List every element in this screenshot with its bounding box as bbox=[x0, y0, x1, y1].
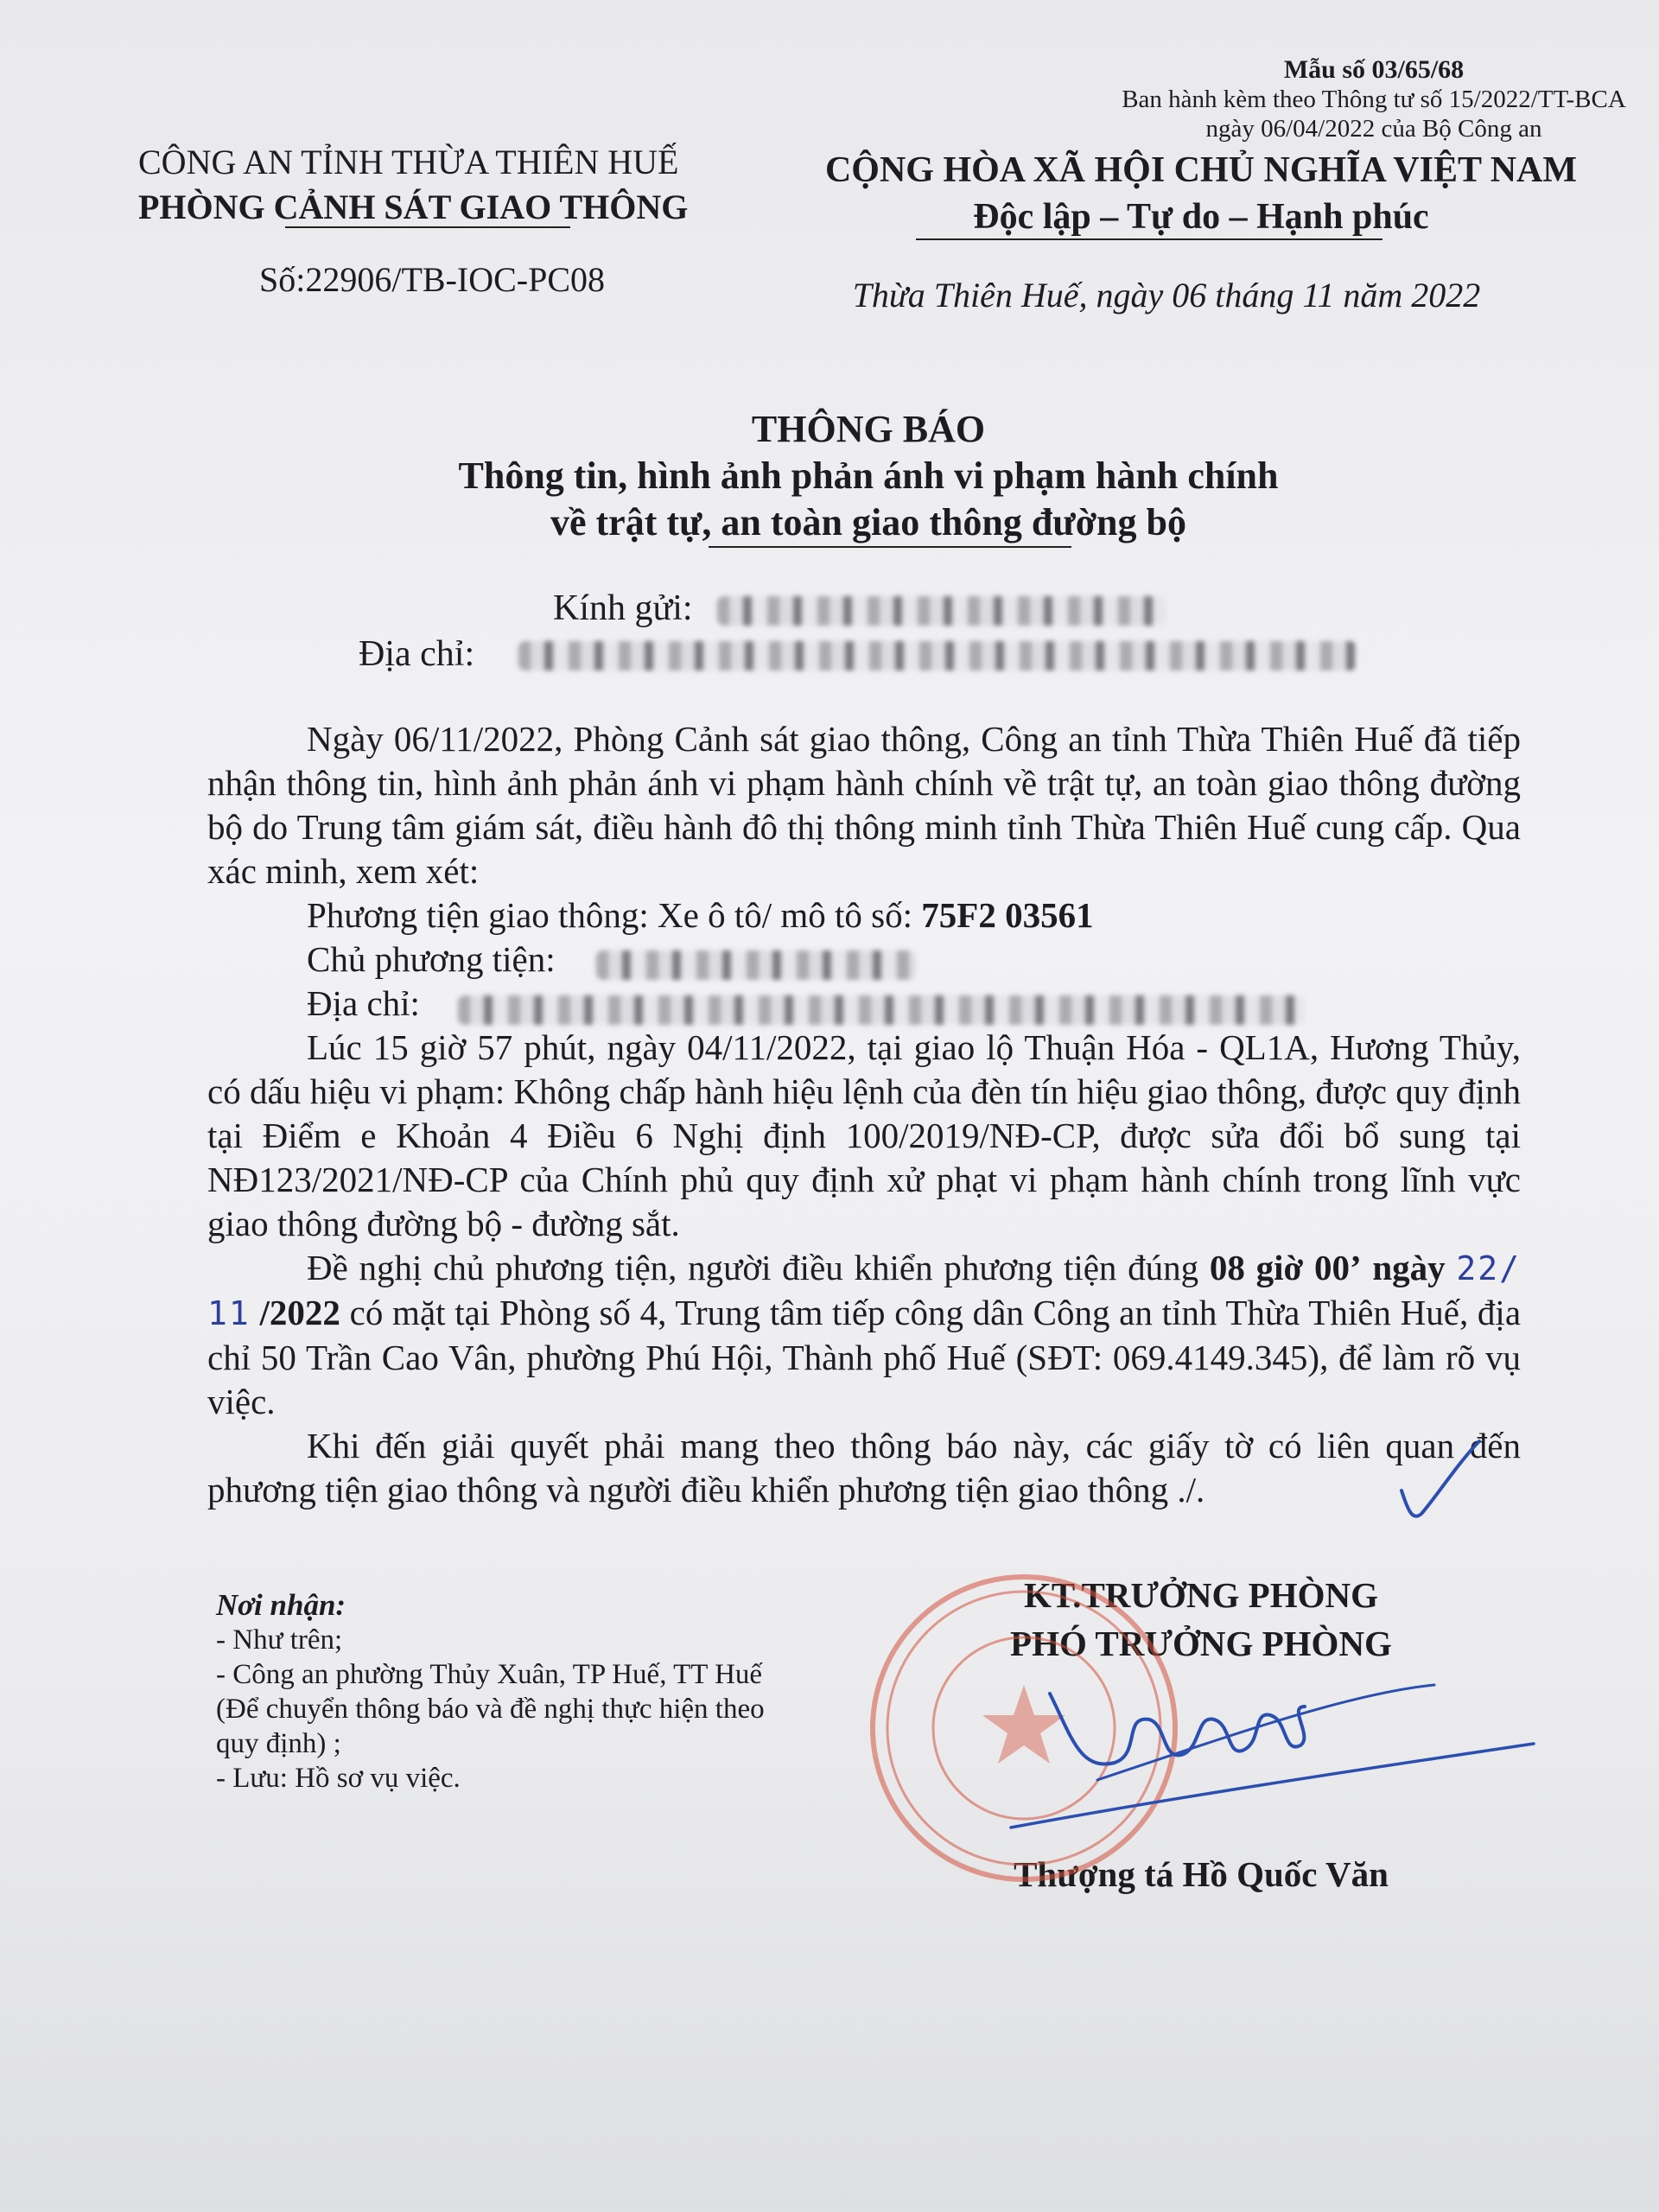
vehicle-plate: 75F2 03561 bbox=[921, 895, 1094, 935]
recipient-item: - Như trên; bbox=[216, 1624, 343, 1656]
recipient-item: - Lưu: Hồ sơ vụ việc. bbox=[216, 1763, 461, 1794]
country-name: CỘNG HÒA XÃ HỘI CHỦ NGHĨA VIỆT NAM bbox=[824, 150, 1578, 190]
address-label: Địa chỉ: bbox=[359, 634, 475, 674]
agency-line2: PHÒNG CẢNH SÁT GIAO THÔNG bbox=[138, 188, 689, 226]
summons-time: 08 giờ 00’ bbox=[1209, 1248, 1362, 1287]
form-issued-line2: ngày 06/04/2022 của Bộ Công an bbox=[1205, 115, 1542, 143]
title-main: THÔNG BÁO bbox=[751, 408, 986, 450]
title-sub1: Thông tin, hình ảnh phản ánh vi phạm hành chính bbox=[458, 454, 1279, 497]
recipients-heading: Nơi nhận: bbox=[216, 1588, 346, 1622]
recipient-item: quy định) ; bbox=[216, 1728, 341, 1759]
owner-address-label: Địa chỉ: bbox=[307, 983, 420, 1023]
summons-text-b: có mặt tại Phòng số 4, Trung tâm tiếp công dân Công an tỉnh Thừa Thiên Huế, địa chỉ 50 Trần Cao Vân, phường Phú Hội, Thành phố Huế (SĐT: 069.4149.345), để làm rõ vụ việc. bbox=[207, 1293, 1522, 1421]
summons-text-a: Đề nghị chủ phương tiện, người điều khiển phương tiện đúng bbox=[307, 1248, 1210, 1287]
owner-label: Chủ phương tiện: bbox=[307, 939, 556, 979]
paragraph-instructions: Khi đến giải quyết phải mang theo thông báo này, các giấy tờ có liên quan đến phương tiện giao thông và người điều khiển phương tiện giao thông ./. bbox=[207, 1426, 1521, 1510]
motto: Độc lập – Tự do – Hạnh phúc bbox=[973, 197, 1429, 237]
agency-line1: CÔNG AN TỈNH THỪA THIÊN HUẾ bbox=[138, 143, 679, 181]
signature-line2: PHÓ TRƯỞNG PHÒNG bbox=[1010, 1624, 1392, 1663]
paragraph-receipt: Ngày 06/11/2022, Phòng Cảnh sát giao thông, Công an tỉnh Thừa Thiên Huế đã tiếp nhận thông tin, hình ảnh phản ánh vi phạm hành chính về trật tự, an toàn giao thông đường bộ do Trung tâm giám sát, điều hành đô thị thông minh tỉnh Thừa Thiên Huế cung cấp. Qua xác minh, xem xét: bbox=[207, 719, 1521, 891]
summons-year: /2022 bbox=[259, 1293, 340, 1332]
document-date: Thừa Thiên Huế, ngày 06 tháng 11 năm 2022 bbox=[852, 276, 1481, 315]
title-sub2: về trật tự, an toàn giao thông đường bộ bbox=[550, 501, 1186, 543]
vehicle-label: Phương tiện giao thông: Xe ô tô/ mô tô số: bbox=[307, 895, 922, 935]
summons-ngay: ngày bbox=[1372, 1248, 1446, 1287]
recipient-item: - Công an phường Thủy Xuân, TP Huế, TT Huế bbox=[216, 1659, 763, 1690]
check-mark-icon bbox=[1402, 1441, 1479, 1516]
signature-flourish bbox=[1011, 1744, 1534, 1827]
form-number: Mẫu số 03/65/68 bbox=[1283, 55, 1465, 84]
signature-line1: KT.TRƯỞNG PHÒNG bbox=[1024, 1575, 1378, 1615]
signer-name: Thượng tá Hồ Quốc Văn bbox=[1014, 1854, 1389, 1894]
to-label: Kính gửi: bbox=[553, 588, 693, 628]
handwritten-date: 22/ 11 bbox=[207, 1249, 1522, 1332]
paragraph-violation: Lúc 15 giờ 57 phút, ngày 04/11/2022, tại giao lộ Thuận Hóa - QL1A, Hương Thủy, có dấu hiệu vi phạm: Không chấp hành hiệu lệnh của đèn tín hiệu giao thông, được quy định tại Điểm e Khoản 4 Điều 6 Nghị định 100/2019/NĐ-CP, được sửa đổi bổ sung tại NĐ123/2021/NĐ-CP của Chính phủ quy định xử phạt vi phạm hành chính trong lĩnh vực giao thông đường bộ - đường sắt. bbox=[207, 1027, 1521, 1243]
official-stamp bbox=[873, 1577, 1175, 1879]
recipient-item: (Để chuyển thông báo và đề nghị thực hiện theo bbox=[216, 1694, 765, 1725]
document-number: Số:22906/TB-IOC-PC08 bbox=[259, 260, 606, 299]
form-issued-line1: Ban hành kèm theo Thông tư số 15/2022/TT-BCA bbox=[1122, 86, 1626, 113]
